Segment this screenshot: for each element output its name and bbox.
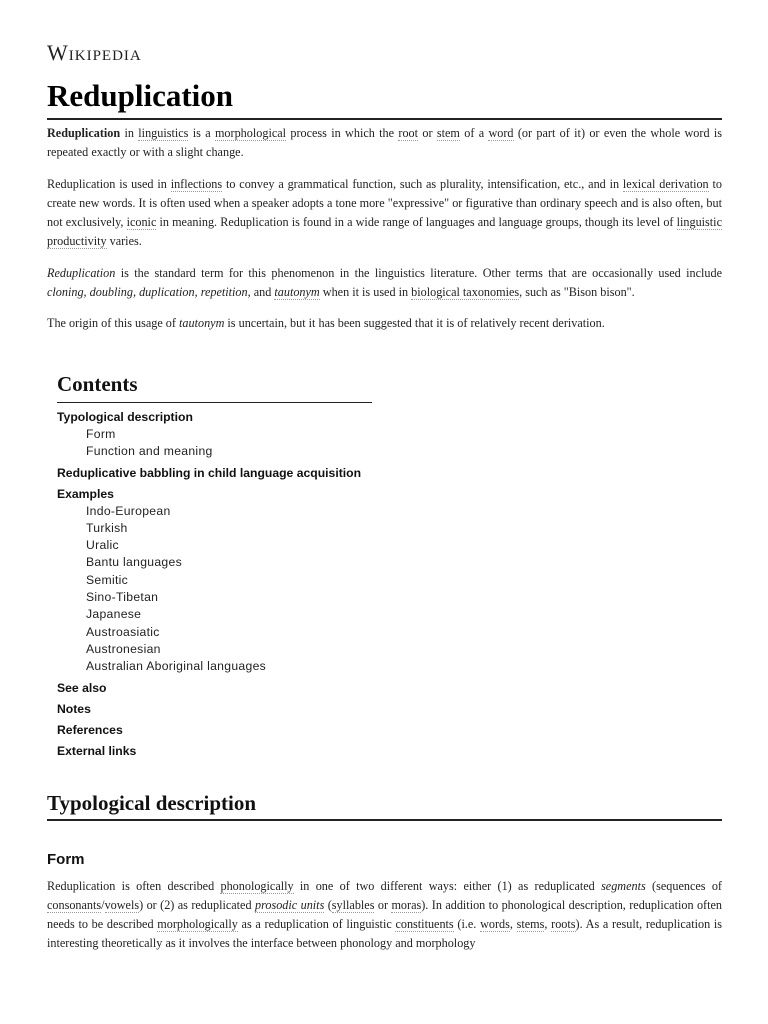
link-moras[interactable]: moras <box>391 898 422 912</box>
text: Reduplication is often described <box>47 879 221 893</box>
link-morphologically[interactable]: morphologically <box>157 917 238 931</box>
toc-subitem[interactable]: Australian Aboriginal languages <box>86 659 267 674</box>
link-stem[interactable]: stem <box>436 126 460 140</box>
link-linguistics[interactable]: linguistics <box>138 126 189 140</box>
toc-subitem[interactable]: Sino-Tibetan <box>86 590 159 605</box>
link-prosodic-units[interactable] <box>255 898 324 913</box>
italic-link-text: prosodic units <box>254 898 325 912</box>
text: ). In addition to phonological description, reduplication often needs to be described <box>47 898 723 931</box>
toc-item[interactable] <box>57 486 487 676</box>
italic-term: segments <box>601 879 646 893</box>
toc-item[interactable] <box>57 680 487 697</box>
link-roots[interactable]: roots <box>551 917 576 931</box>
link-words[interactable]: words <box>480 917 510 931</box>
text: of a <box>459 126 489 140</box>
wikipedia-logo[interactable]: Wikipedia <box>47 40 142 65</box>
bold-term: Reduplication <box>47 126 121 140</box>
toc-item-label[interactable]: See also <box>57 680 107 695</box>
toc-item[interactable] <box>57 722 487 739</box>
toc-item[interactable] <box>57 465 487 482</box>
text: , <box>544 917 552 931</box>
subsection-heading-form: Form <box>47 851 85 868</box>
toc-sublist <box>57 503 487 676</box>
toc-item[interactable] <box>57 701 487 718</box>
italic-term: tautonym <box>179 316 225 330</box>
link-syllables[interactable]: syllables <box>331 898 375 912</box>
toc-subitem[interactable]: Turkish <box>86 520 128 535</box>
intro-paragraph-3 <box>47 264 722 302</box>
link-morphological[interactable]: morphological <box>214 126 287 140</box>
text: to create new words. It is often used when a speaker adopts a tone more "expressive" or figurative than ordinary speech and is also often, but not exclusively, <box>47 177 722 229</box>
intro-paragraph-2 <box>47 175 722 251</box>
link-lexical-derivation[interactable]: lexical derivation <box>622 177 709 191</box>
text: when it is used in <box>319 285 412 299</box>
italic-term: Reduplication <box>47 266 116 280</box>
link-iconic[interactable]: iconic <box>126 215 157 229</box>
toc-subitem[interactable]: Form <box>86 427 116 441</box>
text: is the standard term for this phenomenon in the linguistics literature. Other terms that are occasionally used include <box>115 266 722 280</box>
link-root[interactable]: root <box>398 126 419 140</box>
text: and <box>250 285 275 299</box>
toc-item-label[interactable]: Reduplicative babbling in child language acquisition <box>57 465 362 480</box>
form-paragraph <box>47 877 722 953</box>
intro-paragraph-4 <box>47 314 722 333</box>
link-linguistic-productivity[interactable]: linguistic productivity <box>47 215 722 248</box>
link-consonants[interactable]: consonants <box>47 898 102 912</box>
toc-item-label[interactable]: References <box>57 722 123 737</box>
link-stems[interactable]: stems <box>516 917 545 931</box>
text: in meaning. Reduplication is found in a wide range of languages and language groups, though its level of <box>156 215 677 229</box>
text: ) or (2) as reduplicated <box>139 898 255 912</box>
link-word[interactable]: word <box>488 126 514 140</box>
text: Reduplication is used in <box>47 177 171 191</box>
toc-subitem[interactable]: Semitic <box>86 572 129 587</box>
text: (sequences of <box>645 879 722 893</box>
toc-subitem[interactable]: Austroasiatic <box>86 624 160 639</box>
intro-paragraph-1 <box>47 124 722 162</box>
toc-item-label[interactable]: Examples <box>57 486 114 501</box>
text: / <box>101 898 105 912</box>
link-phonologically[interactable]: phonologically <box>220 879 294 893</box>
text: is a <box>188 126 215 140</box>
text: is uncertain, but it has been suggested that it is of relatively recent derivation. <box>224 316 605 330</box>
text: or <box>374 898 392 912</box>
toc-subitem[interactable]: Uralic <box>86 538 119 553</box>
toc-list <box>57 409 487 760</box>
italic-link-text: tautonym <box>274 285 320 299</box>
text: (i.e. <box>453 917 481 931</box>
text: or <box>418 126 437 140</box>
toc-subitem[interactable]: Japanese <box>86 607 142 622</box>
link-biological-taxonomies[interactable]: biological taxonomies <box>411 285 520 299</box>
text: as a reduplication of linguistic <box>237 917 396 931</box>
toc-subitem[interactable]: Function and meaning <box>86 444 213 459</box>
link-tautonym[interactable] <box>274 285 319 300</box>
text: (or part of it) or even the whole word is repeated exactly or with a slight change. <box>47 126 723 159</box>
text: in one of two different ways: either (1) as reduplicated <box>293 879 602 893</box>
text: ( <box>324 898 332 912</box>
toc-sublist <box>57 426 487 461</box>
text: , <box>509 917 517 931</box>
text: , such as "Bison bison". <box>519 285 635 299</box>
link-vowels[interactable]: vowels <box>104 898 140 912</box>
toc-subitem[interactable]: Bantu languages <box>86 555 182 570</box>
italic-terms: cloning, doubling, duplication, repetition, <box>47 285 251 299</box>
text: to convey a grammatical function, such as plurality, intensification, etc., and in <box>222 177 623 191</box>
toc-item[interactable] <box>57 409 487 461</box>
text: varies. <box>106 234 142 248</box>
toc-item-label[interactable]: Notes <box>57 701 91 716</box>
toc-subitem[interactable]: Austronesian <box>86 641 161 656</box>
link-constituents[interactable]: constituents <box>395 917 454 931</box>
text: in <box>120 126 139 140</box>
toc-subitem[interactable]: Indo-European <box>86 503 171 518</box>
section-heading-typological-description: Typological description <box>47 791 722 821</box>
toc-title: Contents <box>57 372 372 403</box>
page-title: Reduplication <box>47 78 722 120</box>
link-inflections[interactable]: inflections <box>170 177 223 191</box>
table-of-contents <box>57 372 487 760</box>
text: ). As a result, reduplication is interesting theoretically as it involves the interface between phonology and morphology <box>47 917 723 950</box>
text: The origin of this usage of <box>47 316 180 330</box>
toc-item-label[interactable]: Typological description <box>57 410 193 424</box>
toc-item[interactable] <box>57 743 487 760</box>
text: process in which the <box>286 126 399 140</box>
toc-item-label[interactable]: External links <box>57 743 137 758</box>
